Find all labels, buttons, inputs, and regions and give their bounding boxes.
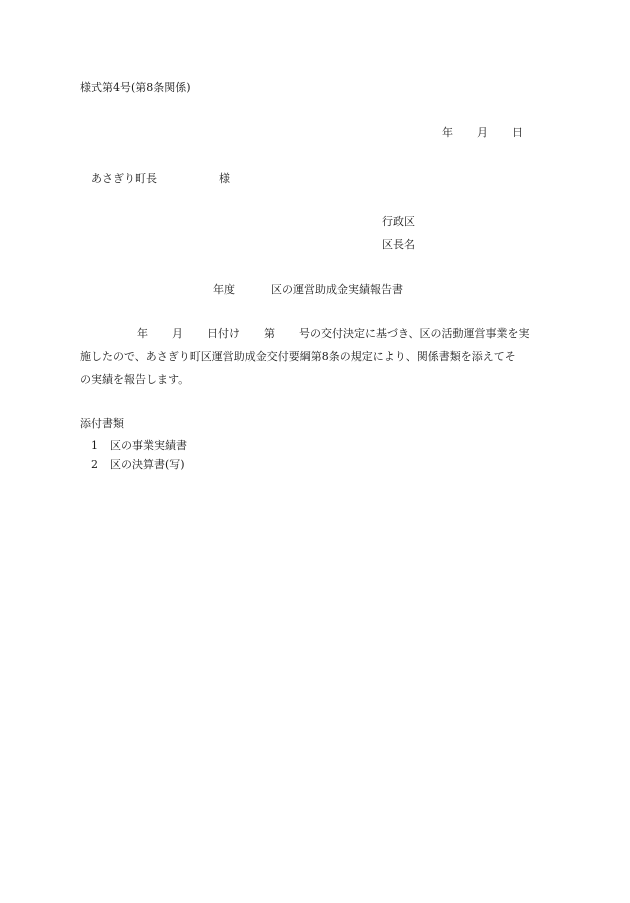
attachment-item	[91, 440, 187, 451]
body-number-prefix: 第	[264, 327, 275, 340]
sender-district-label: 行政区	[382, 215, 415, 228]
attachment-item-number: 1	[91, 439, 98, 452]
body-line-2: 施したので、あさぎり町区運営助成金交付要綱第8条の規定により、関係書類を添えてそ	[80, 350, 516, 363]
sender-head-label: 区長名	[382, 238, 415, 251]
date-month-label: 月	[477, 126, 488, 139]
body-month-label: 月	[172, 327, 183, 340]
addressee-name: あさぎり町長	[91, 172, 157, 185]
body-day-dated-label: 日付け	[207, 327, 240, 340]
title-year-label: 年度	[213, 283, 235, 296]
body-line-1	[137, 328, 530, 339]
body-line-3: の実績を報告します。	[80, 373, 190, 386]
addressee-honorific: 様	[219, 172, 230, 185]
attachment-item	[91, 459, 185, 470]
attachment-item-number: 2	[91, 458, 98, 471]
document-title	[213, 284, 403, 295]
attachment-item-text: 区の決算書(写)	[110, 458, 185, 471]
title-text: 区の運営助成金実績報告書	[271, 283, 403, 296]
attachments-heading: 添付書類	[80, 417, 124, 430]
addressee	[91, 173, 230, 184]
date-year-label: 年	[442, 126, 453, 139]
attachment-item-text: 区の事業実績書	[110, 439, 187, 452]
date-day-label: 日	[512, 126, 523, 139]
body-line1-rest: 号の交付決定に基づき、区の活動運営事業を実	[299, 327, 530, 340]
form-number: 様式第4号(第8条関係)	[80, 81, 191, 94]
body-year-label: 年	[137, 327, 148, 340]
date-line	[442, 127, 523, 138]
